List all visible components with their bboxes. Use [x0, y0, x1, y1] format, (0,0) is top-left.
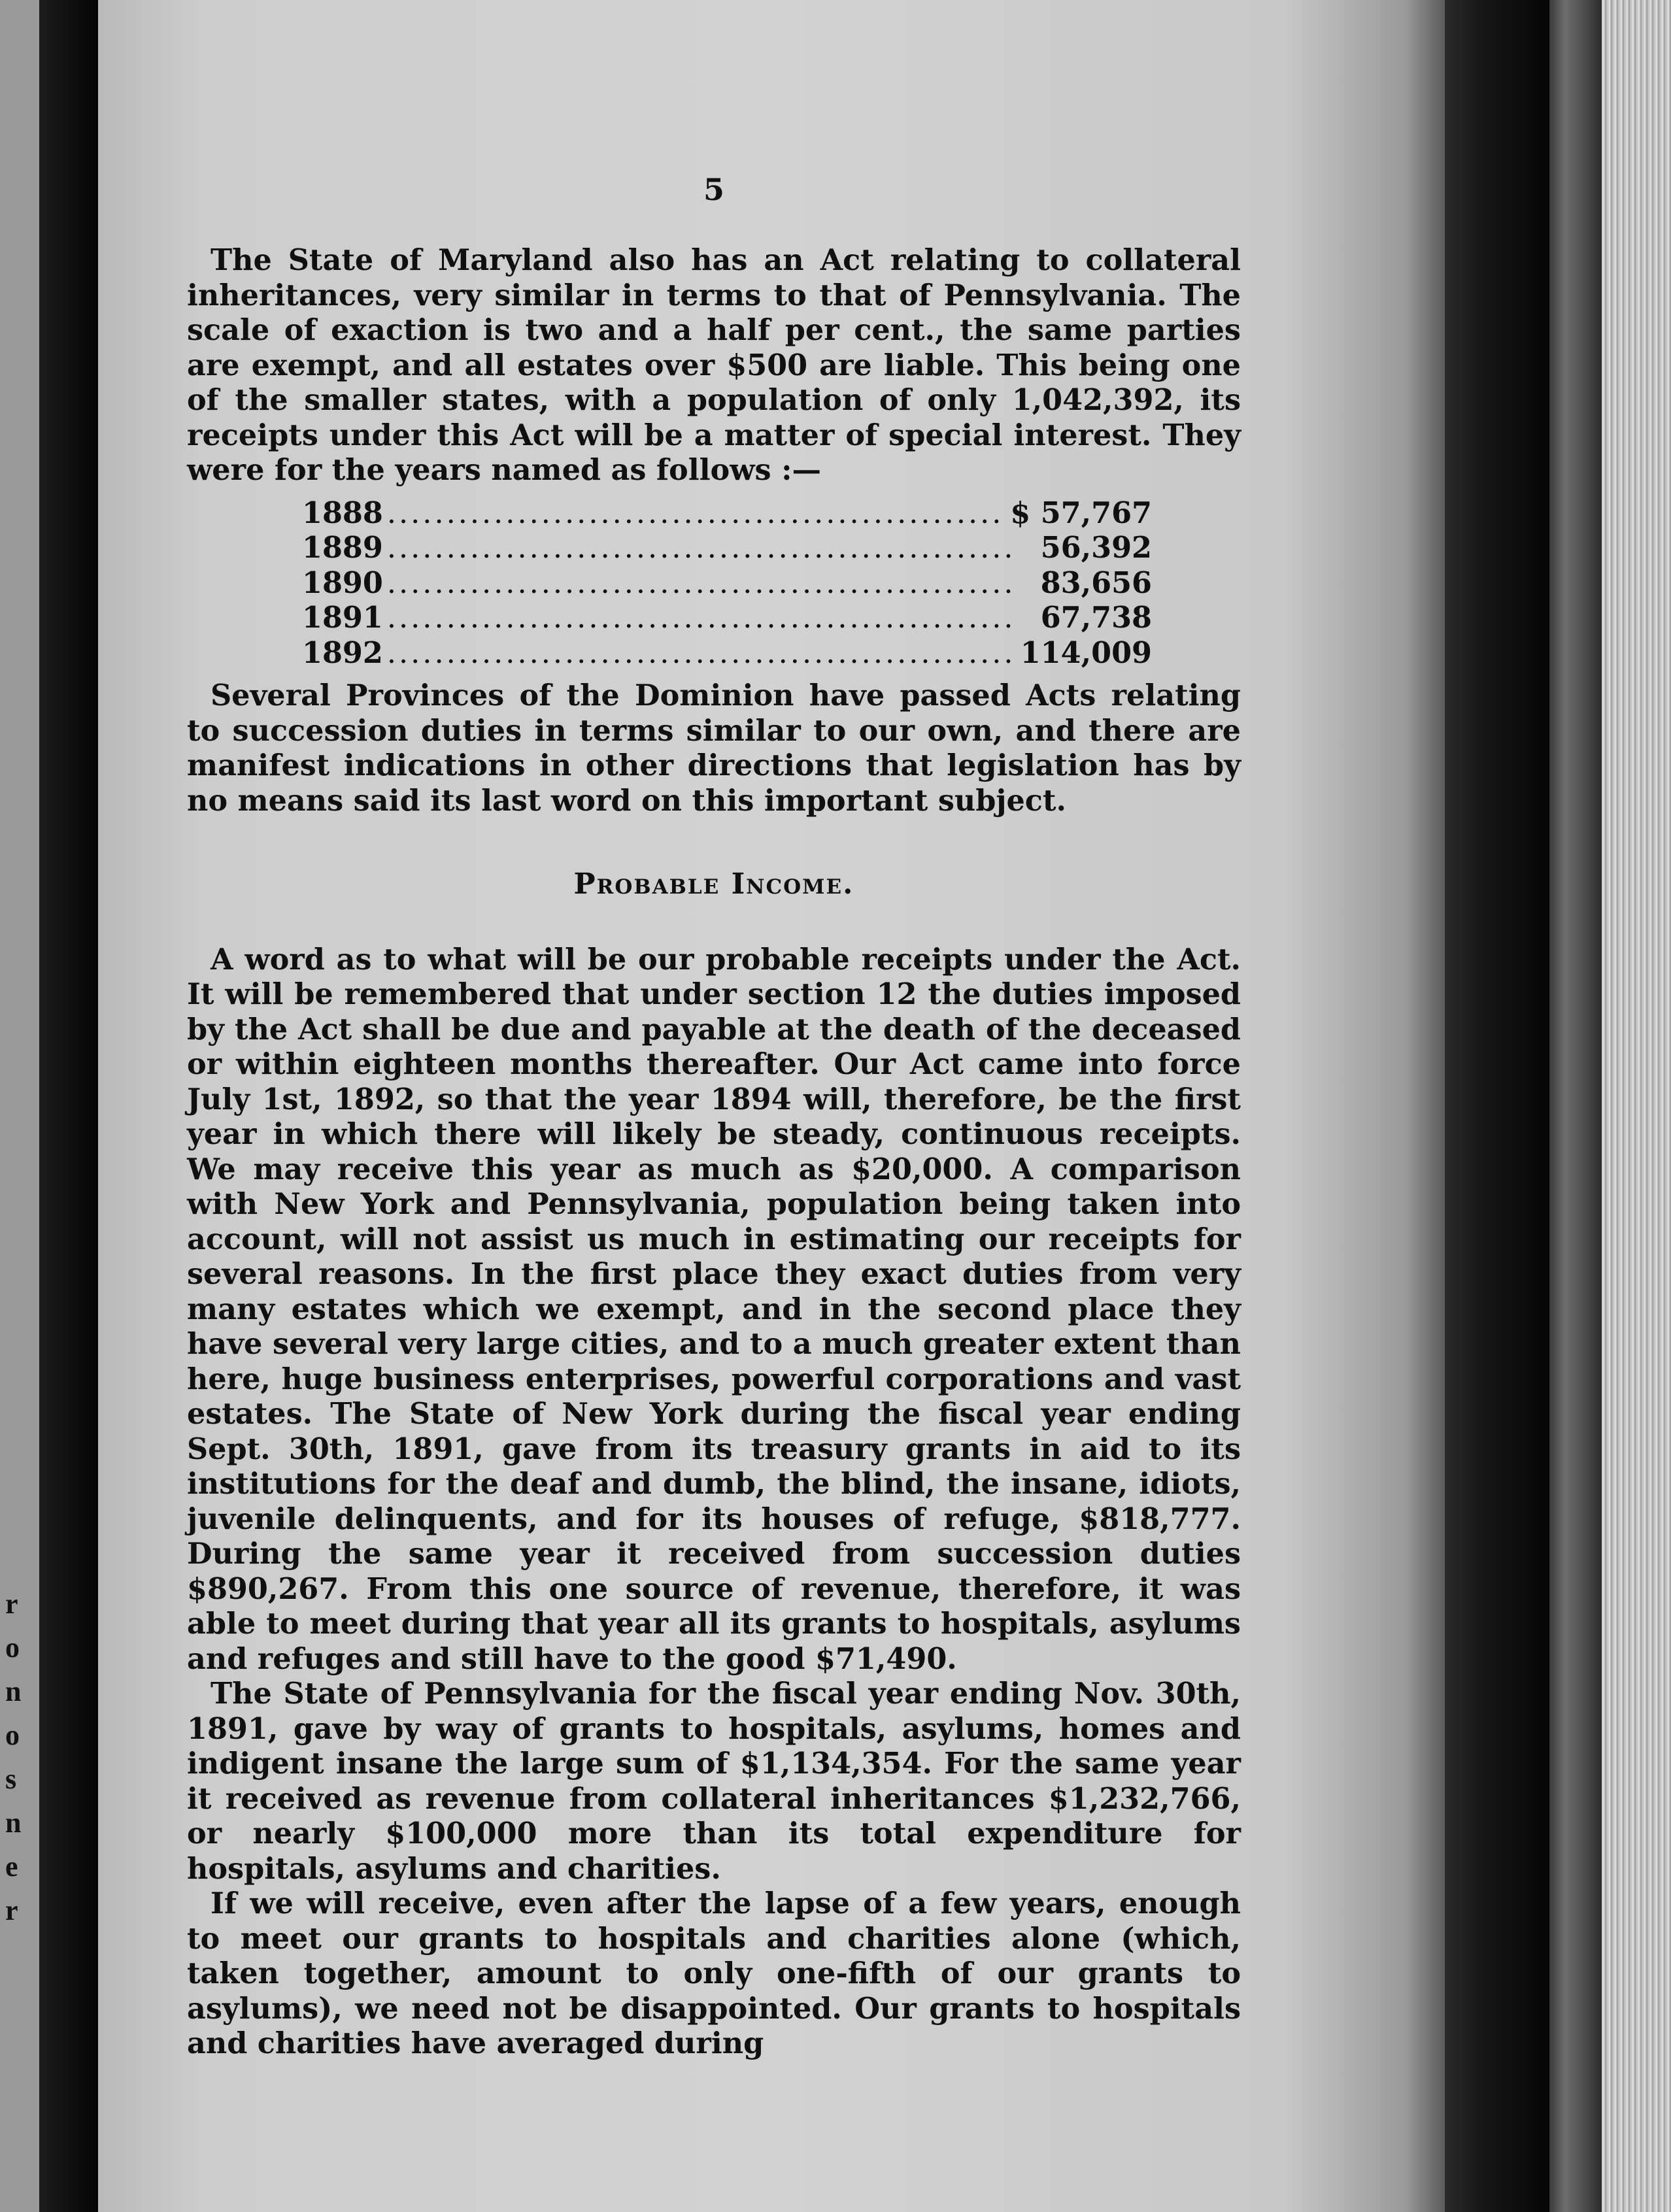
edge-letter: o: [5, 1719, 20, 1751]
receipt-row: [302, 636, 1152, 671]
edge-letter: n: [5, 1675, 22, 1707]
edge-letter: r: [5, 1894, 18, 1926]
leader-dots: [387, 531, 1011, 566]
receipt-amount: 114,009: [1020, 635, 1152, 670]
receipt-year: 1892: [302, 635, 383, 670]
receipt-amount: 56,392: [1040, 531, 1152, 565]
receipt-year: 1890: [302, 565, 383, 600]
edge-letter: e: [5, 1851, 18, 1883]
receipt-row: [302, 496, 1152, 531]
leader-dots: [387, 636, 1011, 671]
receipt-amount: 67,738: [1040, 601, 1152, 635]
binding-gutter: [1445, 0, 1549, 2212]
receipt-year: 1888: [302, 495, 383, 530]
paragraph-provinces: Several Provinces of the Dominion have passed Acts relating to succession duties in terms similar to our own, and there are manifest indications in other directions that legislation has by no means said its last word on this important subject.: [187, 679, 1241, 818]
receipt-row: [302, 566, 1152, 601]
spine-strip: [1549, 0, 1602, 2212]
receipt-year: 1889: [302, 531, 383, 565]
page-stack-edge: [1602, 0, 1671, 2212]
edge-letter: r: [5, 1588, 18, 1620]
left-page-edge: [0, 0, 39, 2212]
page-number: 5: [703, 172, 724, 207]
page-gap-shadow: [39, 0, 98, 2212]
paragraph-grants: If we will receive, even after the lapse of a few years, enough to meet our grants to hospitals and charities alone (which, taken together, amount to only one-fifth of our grants to asylums), we need not be disappointed. Our grants to hospitals and charities have averaged during: [187, 1886, 1241, 2060]
page-text: [187, 170, 1241, 2062]
receipt-row: [302, 531, 1152, 566]
receipt-year: 1891: [302, 601, 383, 635]
section-heading: Probable Income.: [573, 867, 854, 901]
receipt-amount: 83,656: [1040, 565, 1152, 600]
paragraph-maryland: The State of Maryland also has an Act relating to collateral inheritances, very similar in terms to that of Pennsylvania. The scale of exaction is two and a half per cent., the same parties are exempt, and all estates over $500 are liable. This being one of the smaller states, with a population of only 1,042,392, its receipts under this Act will be a matter of special interest. They were for the years named as follows :—: [187, 243, 1241, 487]
receipt-row: [302, 601, 1152, 636]
edge-letter: n: [5, 1807, 22, 1839]
receipts-table: [302, 496, 1152, 671]
receipt-amount: $ 57,767: [1010, 495, 1152, 530]
left-page-edge-letters: [5, 1582, 31, 1932]
edge-letter: o: [5, 1632, 20, 1664]
edge-letter: s: [5, 1763, 17, 1795]
leader-dots: [387, 566, 1011, 601]
leader-dots: [387, 496, 1006, 531]
paragraph-pennsylvania: The State of Pennsylvania for the fiscal year ending Nov. 30th, 1891, gave by way of grants to hospitals, asylums, homes and indigent insane the large sum of $1,134,354. For the same year it received as revenue from collateral inheritances $1,232,766, or nearly $100,000 more than its total expenditure for hospitals, asylums and charities.: [187, 1677, 1241, 1886]
paragraph-probable-receipts: A word as to what will be our probable receipts under the Act. It will be remembered that under section 12 the duties imposed by the Act shall be due and payable at the death of the deceased or within eighteen months thereafter. Our Act came into force July 1st, 1892, so that the year 1894 will, therefore, be the first year in which there will likely be steady, continuous receipts. We may receive this year as much as $20,000. A comparison with New York and Pennsylvania, population being taken into account, will not assist us much in estimating our receipts for several reasons. In the first place they exact duties from very many estates which we exempt, and in the second place they have several very large cities, and to a much greater extent than here, huge business enterprises, powerful corporations and vast estates. The State of New York during the fiscal year ending Sept. 30th, 1891, gave from its treasury grants in aid to its institutions for the deaf and dumb, the blind, the insane, idiots, juvenile delinquents, and for its houses of refuge, $818,777. During the same year it received from succession duties $890,267. From this one source of revenue, therefore, it was able to meet during that year all its grants to hospitals, asylums and refuges and still have to the good $71,490.: [187, 942, 1241, 1676]
leader-dots: [387, 601, 1011, 636]
